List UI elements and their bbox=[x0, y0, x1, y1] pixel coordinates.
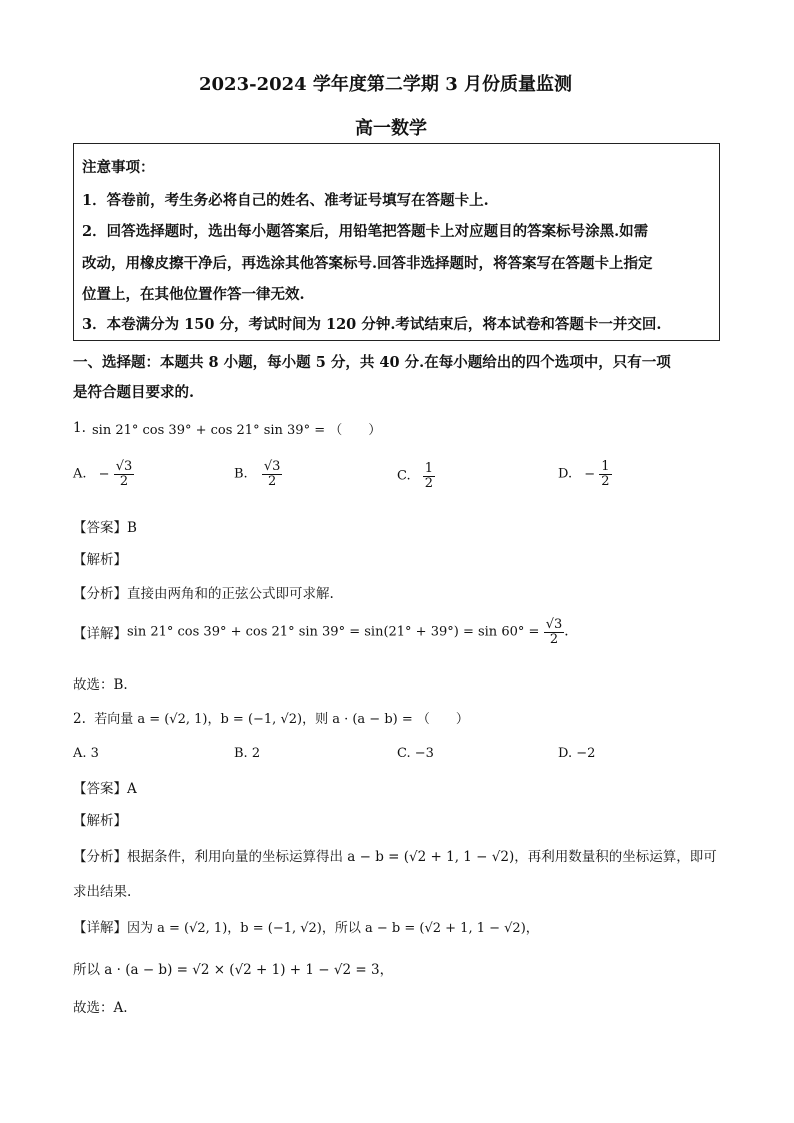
answer-tag: 【答案】 bbox=[73, 781, 127, 797]
answer-value: A bbox=[127, 781, 137, 797]
q2-fenxi bbox=[73, 845, 717, 865]
fenxi-tag: 【分析】 bbox=[73, 849, 127, 865]
q1-stem: sin 21° cos 39° + cos 21° sin 39° = （ ） bbox=[92, 423, 382, 438]
q1-option-d-label: D. bbox=[558, 466, 573, 482]
notice-line-2a: 2．回答选择题时，选出每小题答案后，用铅笔把答题卡上对应题目的答案标号涂黑.如需 bbox=[82, 223, 649, 240]
q2-option-c: C. −3 bbox=[397, 746, 434, 761]
q2-stem-line bbox=[73, 708, 469, 727]
xiangjie-formula: sin 21° cos 39° + cos 21° sin 39° = sin(21° + 39°) = sin 60° = bbox=[127, 624, 540, 640]
q1-option-d-fraction: $\frac{1}{2}$ bbox=[601, 459, 610, 489]
q2-option-b: B. 2 bbox=[234, 746, 261, 761]
q2-analysis-tag: 【解析】 bbox=[73, 813, 127, 829]
exam-subject: 高一数学 bbox=[355, 118, 427, 139]
xiangjie-fraction: $\frac{√3}{2}$ bbox=[545, 617, 563, 647]
q1-xiangjie bbox=[73, 618, 569, 646]
notice-line-2b: 改动，用橡皮擦干净后，再选涂其他答案标号.回答非选择题时，将答案写在答题卡上指定 bbox=[82, 255, 653, 272]
q1-option-c-fraction: $\frac{1}{2}$ bbox=[424, 461, 434, 491]
fenxi-text: 根据条件，利用向量的坐标运算得出 a − b = (√2 + 1, 1 − √2)，再利用数量积的坐标运算，即可 bbox=[127, 849, 717, 865]
q1-option-b-fraction: $\frac{√3}{2}$ bbox=[263, 459, 281, 489]
q2-answer bbox=[73, 777, 137, 797]
q1-option-a-fraction: $\frac{√3}{2}$ bbox=[115, 459, 133, 489]
notice-line-1: 1．答卷前，考生务必将自己的姓名、准考证号填写在答题卡上. bbox=[82, 192, 489, 209]
q2-xiangjie-cont: 所以 a · (a − b) = √2 × (√2 + 1) + 1 − √2 = 3， bbox=[73, 962, 394, 978]
section-heading-line-2: 是符合题目要求的. bbox=[73, 384, 195, 401]
q1-option-c-label: C. bbox=[397, 468, 411, 484]
q1-fenxi bbox=[73, 582, 334, 602]
exam-title: 2023-2024 学年度第二学期 3 月份质量监测 bbox=[199, 74, 572, 95]
q1-option-b-label: B. bbox=[234, 466, 248, 482]
q2-option-a: A. 3 bbox=[73, 746, 99, 761]
q1-option-a-label: A. bbox=[73, 466, 87, 482]
q1-answer bbox=[73, 516, 137, 536]
xiangjie-text: 因为 a = (√2, 1)，b = (−1, √2)，所以 a − b = (√2 + 1, 1 − √2)， bbox=[127, 921, 539, 936]
q1-option-d bbox=[558, 460, 612, 488]
notice-heading: 注意事项： bbox=[82, 159, 155, 176]
q1-option-c bbox=[397, 462, 435, 490]
xiangjie-period: . bbox=[564, 623, 569, 640]
xiangjie-tag: 【详解】 bbox=[73, 626, 127, 643]
notice-line-3: 3．本卷满分为 150 分，考试时间为 120 分钟.考试结束后，将本试卷和答题卡一并交回. bbox=[82, 316, 662, 333]
q2-stem: 若向量 a = (√2, 1)，b = (−1, √2)，则 a · (a − b) = （ ） bbox=[94, 712, 469, 727]
notice-box bbox=[73, 143, 720, 341]
q2-xiangjie bbox=[73, 916, 539, 936]
q1-option-d-sign: − bbox=[584, 466, 596, 482]
answer-value: B bbox=[127, 520, 137, 536]
q2-fenxi-cont: 求出结果. bbox=[73, 884, 132, 900]
q1-option-a-sign: − bbox=[98, 466, 110, 482]
q1-analysis-tag: 【解析】 bbox=[73, 552, 127, 568]
q1-option-b bbox=[234, 460, 282, 488]
notice-line-2c: 位置上，在其他位置作答一律无效. bbox=[82, 286, 305, 303]
q1-choose: 故选：B. bbox=[73, 677, 128, 693]
xiangjie-tag: 【详解】 bbox=[73, 920, 127, 936]
q2-option-d: D. −2 bbox=[558, 746, 596, 761]
answer-tag: 【答案】 bbox=[73, 520, 127, 536]
q2-number: 2. bbox=[73, 711, 86, 727]
q1-number: 1. bbox=[73, 420, 86, 436]
fenxi-tag: 【分析】 bbox=[73, 586, 127, 602]
q2-choose: 故选：A. bbox=[73, 1000, 128, 1016]
q1-option-a bbox=[73, 460, 134, 488]
section-heading-line-1: 一、选择题：本题共 8 小题，每小题 5 分，共 40 分.在每小题给出的四个选项中，只有一项 bbox=[73, 354, 671, 371]
fenxi-text: 直接由两角和的正弦公式即可求解. bbox=[127, 586, 334, 602]
